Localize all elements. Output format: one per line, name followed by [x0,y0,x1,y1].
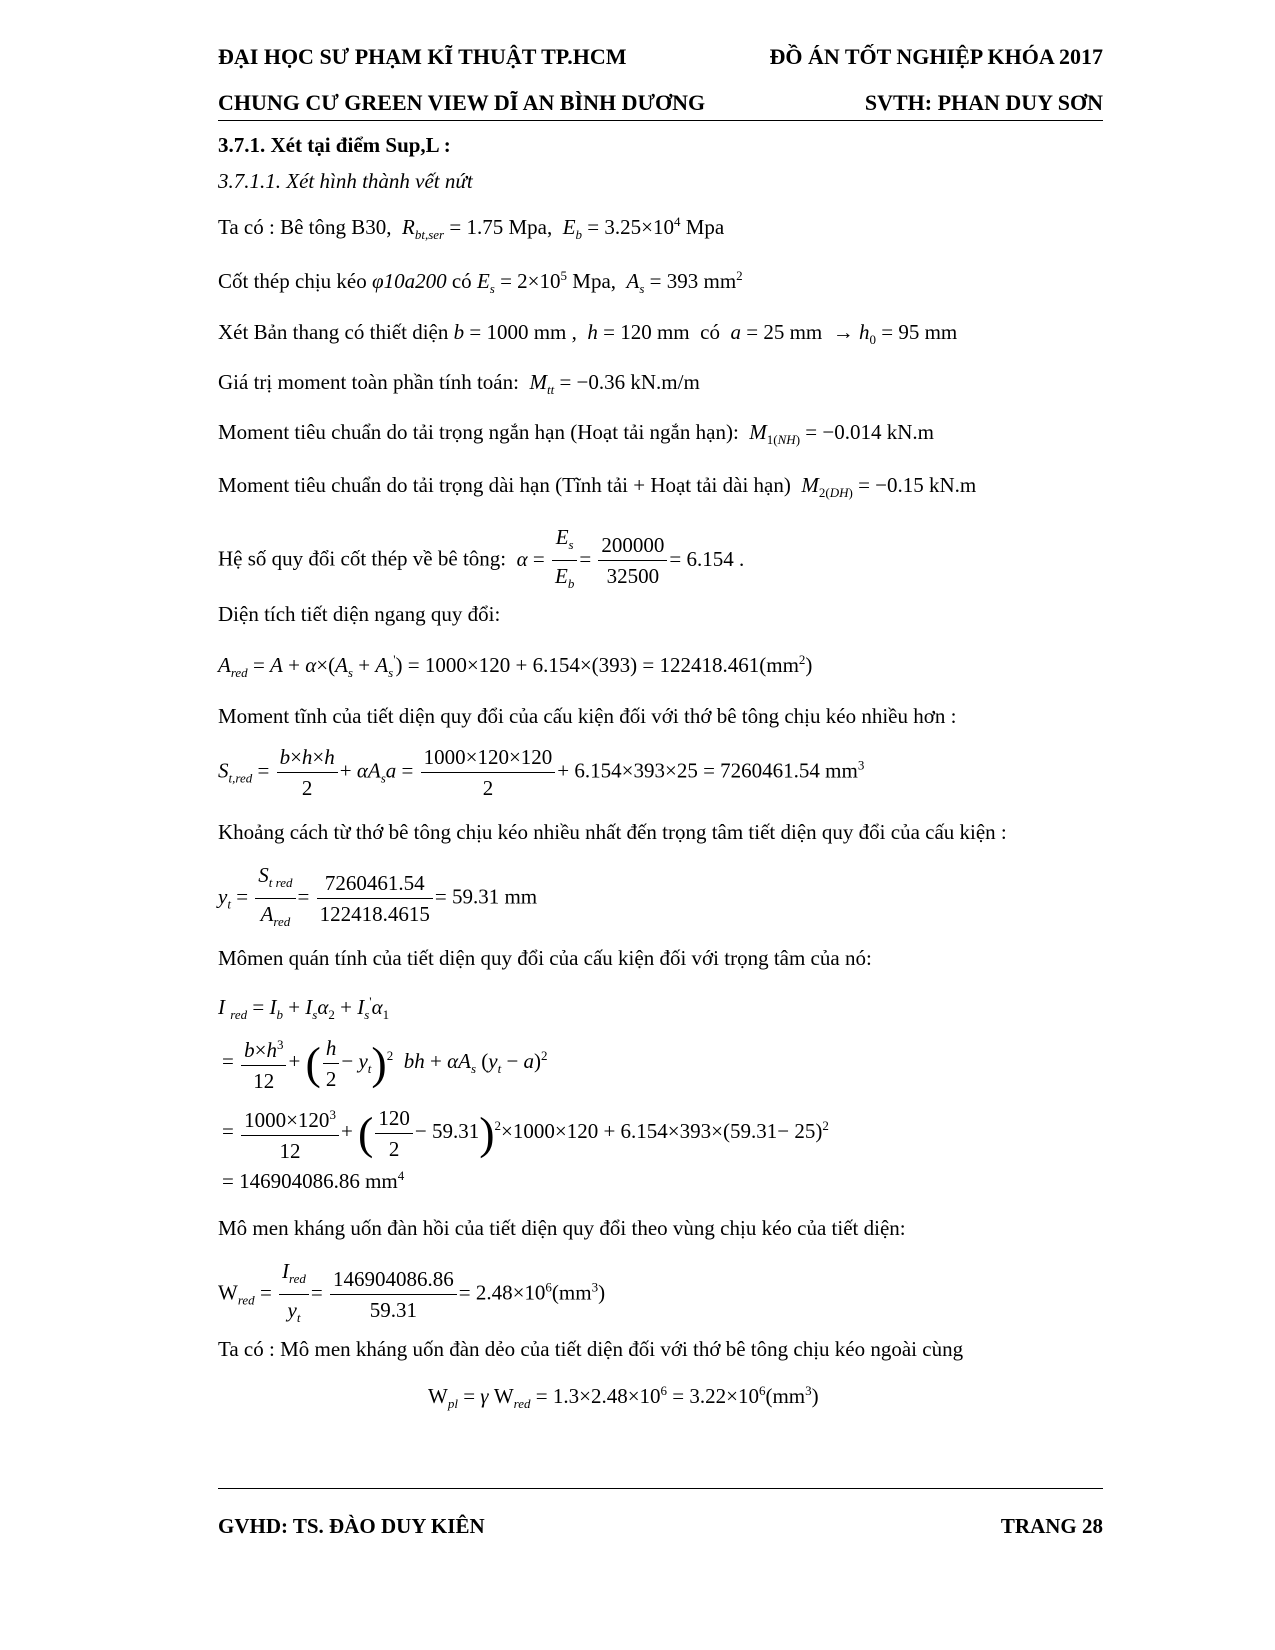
static-label: Moment tĩnh của tiết diện quy đổi của cấu kiện đối với thớ bê tông chịu kéo nhiều hơn : [218,704,957,728]
yt-den: 122418.4615 [319,902,430,927]
alpha-label: Hệ số quy đổi cốt thép về bê tông: [218,546,507,571]
h-value: 120 mm [620,320,690,344]
moment-long-line: Moment tiêu chuẩn do tải trọng dài hạn (Tĩnh tải + Hoạt tải dài hạn) $M_{2(DH)} = -0.15$ kN.m [218,473,977,501]
ired-num: 1000×120 [244,1108,330,1132]
header-rule [218,120,1103,121]
a-value: 25 mm [763,320,823,344]
section-subheading: 3.7.1.1. Xét hình thành vết nứt [218,169,473,193]
ared-equation: 1000×120 + 6.154×(393) = 122418.461 [424,653,760,677]
ired-mid-rest: − 59.31 [414,1118,480,1143]
ired-mid-num: 120 [375,1103,413,1134]
inertia-result-line: = 146904086.86 $mm^4$ [222,1168,405,1193]
area-formula: $A_{red} = A + \alpha\times(A_s + A_s') = 1000\times 120 + 6.154\times(393) = 122418.461(mm^2)$ [218,652,813,681]
m1-value: −0.014 kN.m [822,420,934,444]
moment-short-line: Moment tiêu chuẩn do tải trọng ngắn hạn (Hoạt tải ngắn hạn): $M_{1(NH)} = -0.014$ kN.m [218,420,934,448]
wred-num: 146904086.86 [330,1264,457,1295]
header-project: ĐỒ ÁN TỐT NGHIỆP KHÓA 2017 [769,44,1103,69]
inertia-line-1: I $_{red} = I_b + I_s\alpha_2 + I_s'\alpha_1$ [218,994,390,1023]
rbt-value: 1.75 Mpa [466,215,547,239]
moment-short-label: Moment tiêu chuẩn do tải trọng ngắn hạn (Hoạt tải ngắn hạn): [218,420,739,444]
distance-label: Khoảng cách từ thớ bê tông chịu kéo nhiều nhất đến trọng tâm tiết diện quy đổi của cấu kiện : [218,820,1007,844]
m2-value: −0.15 kN.m [875,473,977,497]
h0-value: 95 mm [898,320,958,344]
moment-total-label: Giá trị moment toàn phần tính toán: [218,370,519,394]
inertia-line-3: = $\frac{1000\times 120^3}{12}$ + ( $\frac{120}{2}$ − $59.31)^2\times 1000\times 120 + 6.154\times 393\times(59.31- 25)^2$ [222,1100,829,1166]
stred-num: 1000×120×120 [421,742,556,773]
ired-result: = 146904086.86 mm [222,1169,398,1193]
inertia-line-2: = $\frac{b\times h^3}{12}$ + ( $\frac{h}{2}$ − $y_t)^2$ bh + $\alpha A_s$ $(y_t - a)^2$ [222,1030,548,1096]
steel-prefix: Cốt thép chịu kéo [218,269,367,293]
section-heading: 3.7.1. Xét tại điểm Sup,L : [218,133,451,157]
plastic-label: Ta có : Mô men kháng uốn đàn dẻo của tiết diện đối với thớ bê tông chịu kéo ngoài cùng [218,1337,964,1361]
slab-line: Xét Bản thang có thiết diện b = 1000 mm , h = 120 mm có a = 25 mm → $h_0 = 95$ mm [218,320,958,348]
plastic-formula: $W_{pl} = \gamma$ $W_{red} = 1.3\times 2.48\times 10^6 = 3.22\times 10^6(mm^3)$ [428,1383,819,1412]
eb-exp: 4 [673,214,681,229]
header-student: SVTH: PHAN DUY SƠN [864,90,1103,115]
b-value: 1000 mm [486,320,567,344]
es-value: 2×10 [517,269,561,293]
wred-result: = 2.48×10 [458,1280,546,1305]
es-exp: 5 [560,268,568,283]
concrete-line: Ta có : Bê tông B30, $R_{bt,ser} = 1.75$ Mpa, $E_b = 3.25\times 10^4$ Mpa [218,214,725,243]
mtt-value: −0.36 kN.m/m [576,370,700,394]
wred-den: 59.31 [369,1298,417,1323]
header-building: CHUNG CƯ GREEN VIEW DĨ AN BÌNH DƯƠNG [218,90,706,115]
steel-spec: φ10a200 [371,269,447,293]
elastic-label: Mô men kháng uốn đàn hồi của tiết diện quy đổi theo vùng chịu kéo của tiết diện: [218,1216,906,1240]
alpha-line: Hệ số quy đổi cốt thép về bê tông: α = $\frac{E_s}{E_b}$ = $\frac{200000}{32500}$ = 6.154 . [218,522,744,599]
page-number: TRANG 28 [1000,1514,1103,1538]
ired-tail: ×1000×120 + 6.154×393×(59.31− 25) [501,1118,823,1143]
steel-co: có [451,269,472,293]
header-university: ĐẠI HỌC SƯ PHẠM KĨ THUẬT TP.HCM [218,44,627,69]
eb-unit: Mpa [685,215,725,239]
static-formula: $S_{t,red}$ = $\frac{b\times h\times h}{2}$ + $\alpha A_sa$ = $\frac{1000\times 120\times 120}{2}$ + 6.154×393×25 = 7260461.54 $mm^3$ [218,742,864,803]
area-label: Diện tích tiết diện ngang quy đổi: [218,602,501,626]
concrete-prefix: Ta có : Bê tông B30, [218,215,392,239]
stred-result: + 6.154×393×25 = 7260461.54 mm [557,758,858,783]
moment-total-line: Giá trị moment toàn phần tính toán: $M_{tt} = -0.36$ kN.m/m [218,370,700,398]
wpl-result: = 3.22×10 [672,1384,759,1408]
yt-num: 7260461.54 [317,868,433,899]
wpl-equation: = 1.3×2.48×10 [535,1384,661,1408]
slab-prefix: Xét Bản thang có thiết diện [218,320,449,344]
distance-formula: $y_t$ = $\frac{S_{t red}}{A_{red}}$ = $\frac{7260461.54}{122418.4615}$ = 59.31 mm [218,860,537,937]
elastic-formula: $W_{red}$ = $\frac{I_{red}}{y_t}$ = $\frac{146904086.86}{59.31}$ = $2.48\times 10^6(mm^3)$ [218,1256,605,1333]
yt-result: = 59.31 mm [434,884,538,909]
alpha-result: 6.154 . [686,546,745,571]
moment-long-label: Moment tiêu chuẩn do tải trọng dài hạn (Tĩnh tải + Hoạt tải dài hạn) [218,473,791,497]
alpha-den: 32500 [606,564,660,589]
eb-value: 3.25×10 [604,215,674,239]
es-unit: Mpa [572,269,611,293]
inertia-label: Mômen quán tính của tiết diện quy đổi của cấu kiện đối với trọng tâm của nó: [218,946,872,970]
as-value: 393 mm [666,269,737,293]
alpha-num: 200000 [598,530,667,561]
footer-advisor: GVHD: TS. ĐÀO DUY KIÊN [218,1514,485,1538]
steel-line: Cốt thép chịu kéo φ10a200 có $E_s = 2\times 10^5$ Mpa, $A_s = 393$ $mm^2$ [218,268,743,297]
footer-rule [218,1488,1103,1489]
